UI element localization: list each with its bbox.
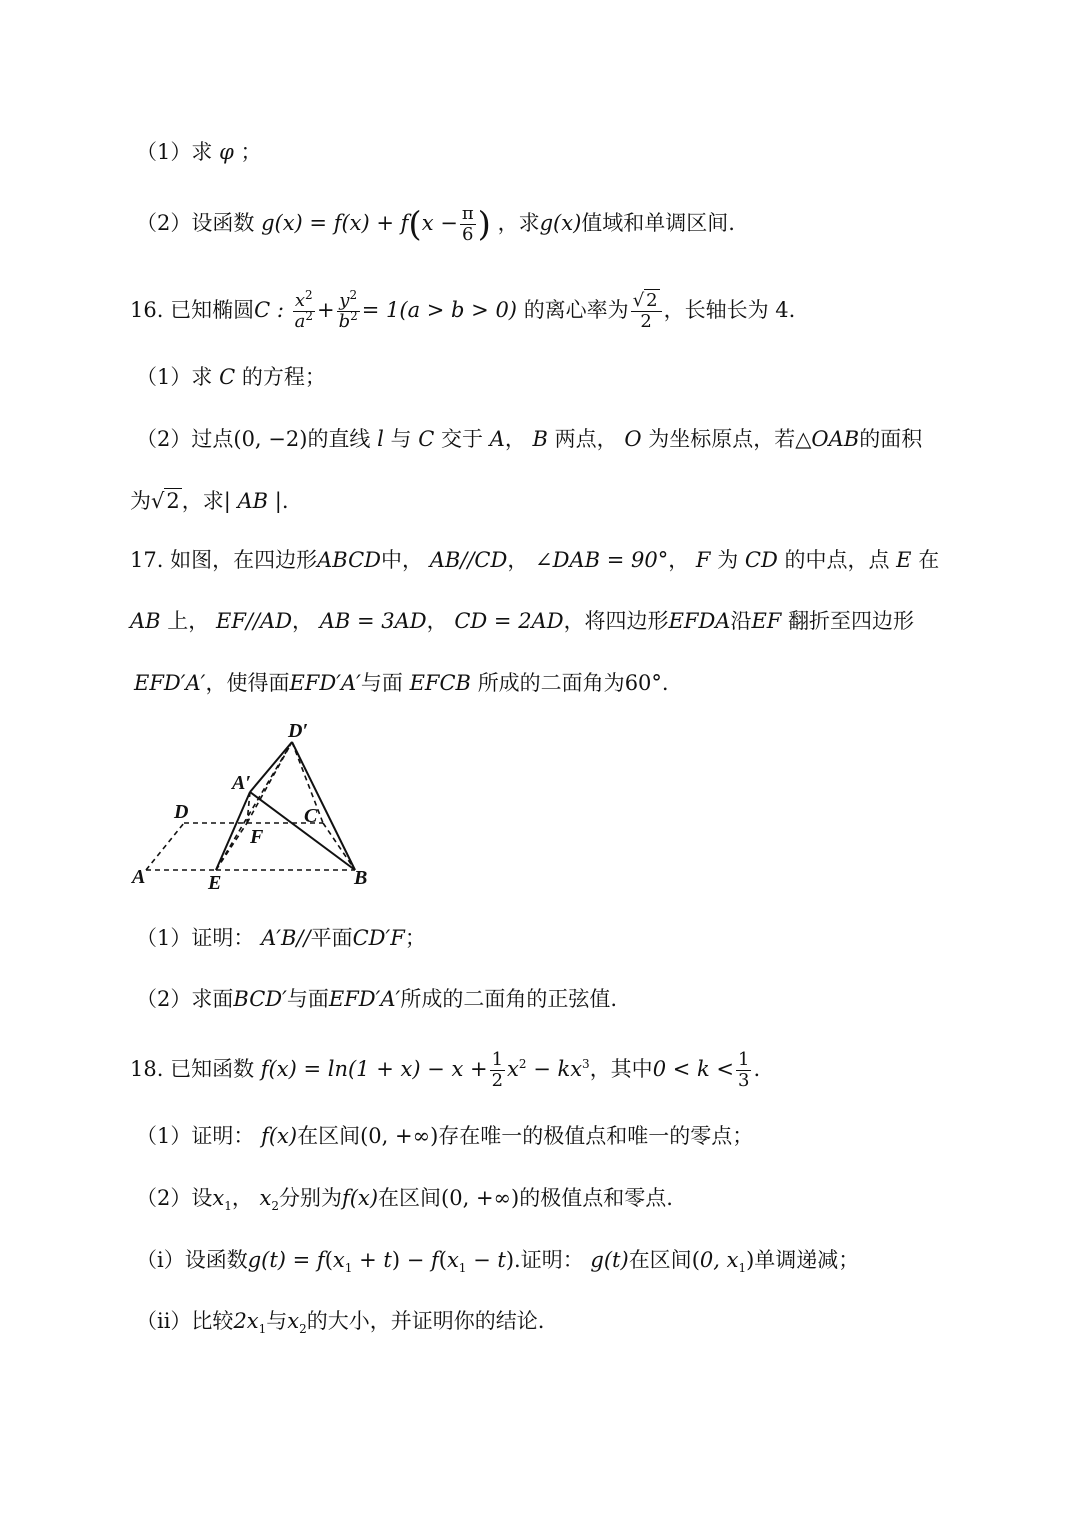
text: 的大小，并证明你的结论. (306, 1309, 545, 1333)
edge-C-B (323, 823, 355, 870)
math-expr: EF//AD (215, 609, 293, 633)
fraction (631, 291, 662, 332)
math-expr: 0, x (699, 1248, 739, 1272)
text: 已知函数 (170, 1057, 255, 1081)
text: 的直线 (307, 427, 371, 451)
text: ， (668, 548, 690, 572)
edge-Ap-B (250, 792, 355, 870)
numerator: $x^2$ (293, 291, 315, 312)
text: ， (507, 548, 529, 572)
q15-part1 (136, 137, 261, 167)
text: （2）过点 (136, 427, 234, 451)
text: 平面 (310, 926, 353, 950)
math-var: a (294, 311, 306, 332)
fraction (736, 1050, 751, 1091)
text: ， (231, 1186, 253, 1210)
q17-stem-line3 (134, 668, 669, 698)
math-var: x (332, 1248, 345, 1272)
q17-part2 (136, 984, 617, 1014)
text: 与 (266, 1309, 288, 1333)
math-expr: 2x (233, 1309, 259, 1333)
text: ， (504, 427, 526, 451)
left-paren: ( (408, 204, 422, 245)
fraction (337, 288, 360, 332)
math-op: + (316, 298, 335, 322)
text: 如图，在四边形 (170, 548, 318, 572)
text: 所成的二面角的正弦值. (400, 987, 618, 1011)
edge-E-F (216, 823, 247, 870)
text: 值域和单调区间. (581, 211, 735, 235)
math-expr: CD (744, 548, 778, 572)
text: 的极值点和零点. (519, 1186, 673, 1210)
radicand: 2 (166, 489, 180, 513)
math-expr: x − (421, 211, 458, 235)
denominator: 3 (738, 1070, 750, 1091)
numerator: 1 (738, 1049, 750, 1070)
q18-part2: （2）设$x_1$， $x_2$分别为f(x)在区间(0, +∞)的极值点和零点. (136, 1186, 673, 1214)
text: ， (426, 609, 448, 633)
label-C: C (304, 805, 318, 827)
math-expr: g(x) (261, 211, 303, 235)
text: 分别为 (279, 1186, 343, 1210)
q17-stem-line2 (130, 606, 914, 636)
math-var: B (532, 427, 548, 451)
text: ，将四边形 (563, 609, 669, 633)
math-expr: f(x) (342, 1186, 379, 1210)
numerator: √ 2 (631, 291, 662, 312)
math-expr: − t (473, 1248, 506, 1272)
math-expr: g(x) (539, 211, 582, 235)
right-paren: ) (477, 204, 491, 245)
text: . (753, 1057, 761, 1081)
label-B: B (354, 867, 368, 889)
text: 单调递减； (754, 1248, 860, 1272)
text: ， (292, 609, 314, 633)
math-var: x (212, 1186, 225, 1210)
text: 与面 (360, 671, 403, 695)
text: 的面积 (859, 427, 923, 451)
label-F: F (250, 826, 264, 848)
math-var: x (287, 1309, 300, 1333)
math-expr: CD′F (352, 926, 405, 950)
math-expr: CD = 2AD (454, 609, 564, 633)
text: . (281, 489, 289, 513)
q17-part1 (136, 923, 426, 953)
math-expr: − f (406, 1248, 439, 1272)
question-number: 17. (130, 548, 164, 572)
text: （1）证明： (136, 926, 255, 950)
text: ，其中 (589, 1057, 653, 1081)
math-expr: AB = 3AD (319, 609, 427, 633)
text: 上， (167, 609, 210, 633)
text: （2）求面 (136, 987, 234, 1011)
text: 为坐标原点，若 (648, 427, 796, 451)
math-var: F (695, 548, 711, 572)
math-expr: (0, +∞) (441, 1186, 520, 1210)
text: （1）求 (136, 365, 213, 389)
radicand: 2 (646, 290, 658, 311)
math-expr: EFCB (409, 671, 471, 695)
math-var: y (339, 290, 350, 311)
text: 翻折至四边形 (788, 609, 915, 633)
text: 已知椭圆 (170, 298, 255, 322)
math-expr: EFDA (668, 609, 731, 633)
q16-part2-line1 (136, 424, 922, 454)
text: 在 (918, 548, 940, 572)
math-expr: BCD′ (233, 987, 287, 1011)
edge-Dp-B (292, 742, 355, 870)
edge-A-D (146, 823, 184, 870)
math-expr: ∠DAB = 90° (535, 548, 669, 572)
math-var: x (446, 1248, 459, 1272)
edge-F-Dp (247, 742, 292, 823)
text: 为 (717, 548, 739, 572)
text: 为 (130, 489, 151, 513)
math-expr: EFD′A′ (289, 671, 361, 695)
text: 的方程； (241, 365, 326, 389)
denominator: 6 (462, 224, 474, 245)
label-E: E (208, 872, 222, 894)
geometry-figure (128, 715, 388, 895)
math-expr: AB//CD (429, 548, 508, 572)
text: 所成的二面角为 (477, 671, 625, 695)
fraction (293, 288, 315, 332)
math-var: E (896, 548, 912, 572)
math-var: l (377, 427, 384, 451)
math-expr: g(t) = f (247, 1248, 325, 1272)
text: ； (404, 926, 426, 950)
text: 沿 (730, 609, 752, 633)
fraction (460, 204, 476, 245)
q18-part-ii: （ii）比较$2x_1$与$x_2$的大小，并证明你的结论. (136, 1309, 545, 1337)
text: ，求 (497, 211, 540, 235)
text: .证明： (514, 1248, 584, 1272)
math-var: x (507, 1057, 519, 1081)
math-expr: g(t) (590, 1248, 629, 1272)
math-var: C (219, 365, 236, 389)
numerator: 1 (491, 1049, 504, 1070)
question-number: 18. (130, 1057, 164, 1081)
math-expr: f(x) = ln(1 + x) − x + (260, 1057, 488, 1081)
denominator: 2 (640, 311, 652, 332)
math-expr: EFD′A′ (328, 987, 401, 1011)
math-expr: ABCD (317, 548, 381, 572)
label-D: D (174, 801, 189, 823)
denominator: $b^2$ (338, 309, 358, 332)
math-var: b (338, 311, 351, 332)
q16-part2-line2: 为√2，求| AB |. (130, 489, 289, 513)
numerator: π (461, 203, 474, 224)
math-expr: AB (130, 609, 161, 633)
math-var: A (489, 427, 505, 451)
math-expr: + t (359, 1248, 392, 1272)
text: 两点， (554, 427, 618, 451)
math-var: x (294, 290, 306, 311)
text: （1）证明： (136, 1124, 255, 1148)
text: 在区间 (628, 1248, 692, 1272)
text: （1）求 (136, 140, 213, 164)
math-expr: 0 < k < (652, 1057, 734, 1081)
text: . (661, 671, 669, 695)
question-number: 16. (130, 298, 164, 322)
math-expr: − kx (533, 1057, 583, 1081)
math-expr: = 1(a > b > 0) (361, 298, 517, 322)
text: （ii）比较 (136, 1309, 234, 1333)
math-var: φ (219, 140, 234, 164)
math-expr: 60° (624, 671, 662, 695)
text: ，求 (181, 489, 224, 513)
text: 的中点，点 (784, 548, 890, 572)
text: （2）设 (136, 1186, 213, 1210)
text: 在区间 (297, 1124, 361, 1148)
math-expr: (0, −2) (233, 427, 308, 451)
q16-stem (130, 288, 796, 332)
q18-part-i: （i）设函数$g(t) = f(x_1 + t) - f(x_1 - t)$.证明： g(t)在区间(0, $x_1$)单调递减； (136, 1248, 860, 1276)
math-expr: (0, +∞) (360, 1124, 439, 1148)
text: 在区间 (378, 1186, 442, 1210)
math-var: O (624, 427, 642, 451)
edge-E-Dp (216, 742, 292, 870)
text: 存在唯一的极值点和唯一的零点； (438, 1124, 754, 1148)
math-expr: EF (751, 609, 782, 633)
math-expr: f(x) (261, 1124, 298, 1148)
denominator: $a^2$ (294, 309, 313, 332)
math-expr: | AB | (223, 489, 282, 513)
text: 的离心率为 (523, 298, 629, 322)
text: （2）设函数 (136, 211, 255, 235)
text: （i）设函数 (136, 1248, 248, 1272)
edge-Dp-Ap (250, 742, 292, 792)
edge-Ap-E (216, 792, 250, 870)
text: ，长轴长为 4. (663, 298, 796, 322)
text: 中， (381, 548, 423, 572)
q17-stem-line1 (130, 545, 939, 575)
q18-part1 (136, 1121, 753, 1151)
text: 交于 (440, 427, 483, 451)
label-Dp: D′ (288, 720, 309, 742)
denominator: 2 (491, 1070, 504, 1091)
q16-part1 (136, 362, 326, 392)
text: ； (240, 140, 262, 164)
q15-part2 (136, 204, 735, 245)
text: 与面 (286, 987, 329, 1011)
text: 与 (390, 427, 412, 451)
numerator: $y^2$ (337, 291, 360, 312)
math-expr: A′B// (261, 926, 311, 950)
math-expr: △OAB (795, 427, 860, 451)
q18-stem: 18. 已知函数 f(x) = ln(1 + x) − x + $\frac{1}{2}$ $x^2 - kx^3$，其中0 < k < $\frac{1}{3}$ . (130, 1049, 761, 1091)
fraction (490, 1050, 505, 1091)
label-A: A (132, 866, 146, 888)
label-Ap: A′ (232, 772, 251, 794)
math-var: C (418, 427, 435, 451)
math-expr: = f(x) + f (309, 211, 409, 235)
math-expr: EFD′A′ (134, 671, 206, 695)
math-expr: C : (254, 298, 284, 322)
math-var: x (259, 1186, 272, 1210)
text: ，使得面 (205, 671, 290, 695)
